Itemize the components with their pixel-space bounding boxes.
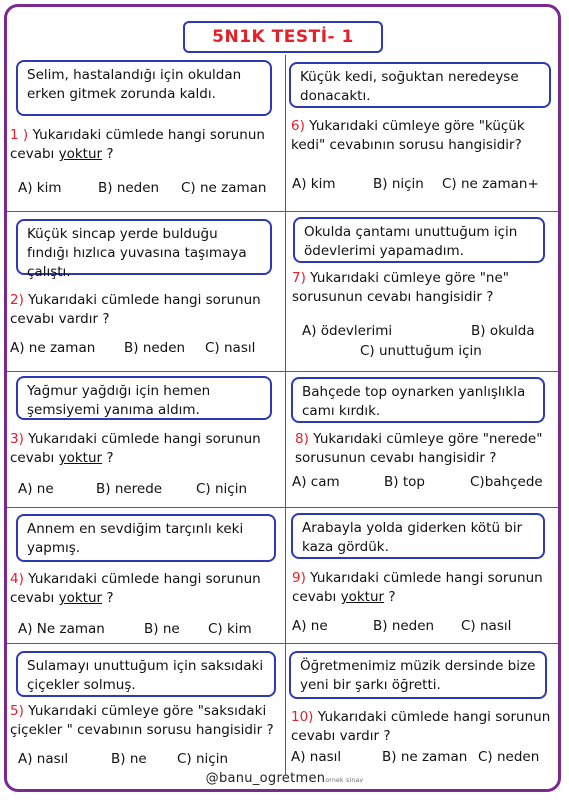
option-a[interactable]: A) kim bbox=[292, 176, 336, 192]
question-prompt: Yukarıdaki cümleye göre "saksıdaki çiçekler " cevabının sorusu hangisidir ? bbox=[10, 703, 274, 738]
question-prompt: Yukarıdaki cümleye göre "ne" sorusunun cevabı hangisidir ? bbox=[292, 270, 509, 305]
option-b[interactable]: B) ne bbox=[111, 751, 147, 767]
option-c[interactable]: C)bahçede bbox=[470, 474, 543, 490]
question-1 bbox=[10, 126, 278, 164]
question-keyword: yoktur bbox=[58, 590, 103, 606]
option-b[interactable]: B) top bbox=[384, 474, 425, 490]
question-keyword: yoktur bbox=[58, 146, 103, 162]
option-a[interactable]: A) ne bbox=[18, 481, 54, 497]
row-divider bbox=[7, 507, 558, 508]
option-a[interactable]: A) ne bbox=[292, 618, 328, 634]
question-number: 7) bbox=[292, 270, 306, 286]
option-c[interactable]: C) kim bbox=[208, 621, 252, 637]
sentence-box-6: Küçük kedi, soğuktan neredeyse donacaktı. bbox=[289, 62, 551, 108]
question-2 bbox=[10, 291, 278, 329]
question-prompt: Yukarıdaki cümlede hangi sorunun cevabı bbox=[10, 127, 265, 162]
question-9 bbox=[292, 569, 554, 607]
question-mark: ? bbox=[106, 146, 114, 162]
option-a[interactable]: A) ödevlerimi bbox=[302, 323, 393, 339]
row-divider bbox=[7, 371, 558, 372]
question-prompt: Yukarıdaki cümlede hangi sorunun cevabı bbox=[10, 571, 261, 606]
sentence-box-3: Yağmur yağdığı için hemen şemsiyemi yanıma aldım. bbox=[16, 376, 272, 420]
option-b[interactable]: B) neden bbox=[373, 618, 435, 634]
option-c[interactable]: C) unuttuğum için bbox=[360, 343, 482, 359]
option-b[interactable]: B) neden bbox=[98, 180, 160, 196]
question-4 bbox=[10, 570, 278, 608]
option-c[interactable]: C) ne zaman bbox=[181, 180, 267, 196]
question-number: 4) bbox=[10, 571, 24, 587]
column-divider bbox=[285, 55, 286, 775]
option-b[interactable]: B) ne bbox=[144, 621, 180, 637]
sentence-box-9: Arabayla yolda giderken kötü bir kaza gördük. bbox=[291, 513, 545, 559]
question-mark: ? bbox=[106, 450, 114, 466]
option-b[interactable]: B) nerede bbox=[96, 481, 163, 497]
question-number: 5) bbox=[10, 703, 24, 719]
question-keyword: yoktur bbox=[340, 589, 385, 605]
option-a[interactable]: A) Ne zaman bbox=[18, 621, 105, 637]
question-number: 2) bbox=[10, 292, 24, 308]
option-c[interactable]: C) nasıl bbox=[461, 618, 512, 634]
option-b[interactable]: B) ne zaman bbox=[382, 749, 468, 765]
question-number: 1 ) bbox=[10, 127, 29, 143]
footer-watermark bbox=[0, 771, 569, 786]
question-keyword: yoktur bbox=[58, 450, 103, 466]
question-number: 8) bbox=[295, 431, 309, 447]
sentence-box-10: Öğretmenimiz müzik dersinde bize yeni bir şarkı öğretti. bbox=[289, 651, 547, 699]
row-divider bbox=[7, 643, 558, 644]
question-prompt: Yukarıdaki cümleye göre "küçük kedi" cevabının sorusu hangisidir? bbox=[291, 118, 525, 153]
row-divider bbox=[7, 211, 558, 212]
sentence-box-4: Annem en sevdiğim tarçınlı keki yapmış. bbox=[16, 514, 276, 562]
question-5 bbox=[10, 702, 282, 740]
option-a[interactable]: A) nasıl bbox=[18, 751, 69, 767]
option-b[interactable]: B) okulda bbox=[471, 323, 535, 339]
question-3 bbox=[10, 430, 278, 468]
question-7 bbox=[292, 269, 554, 307]
sentence-box-1: Selim, hastalandığı için okuldan erken gitmek zorunda kaldı. bbox=[16, 60, 272, 116]
question-8 bbox=[295, 430, 555, 468]
option-c[interactable]: C) nasıl bbox=[205, 340, 256, 356]
footer-small-text: ornek sinav bbox=[325, 777, 364, 784]
footer-handle: @banu_ogretmen bbox=[205, 771, 326, 786]
question-number: 9) bbox=[292, 570, 306, 586]
question-number: 10) bbox=[291, 709, 314, 725]
question-10 bbox=[291, 708, 555, 746]
question-mark: ? bbox=[106, 590, 114, 606]
option-c[interactable]: C) niçin bbox=[177, 751, 229, 767]
option-a[interactable]: A) nasıl bbox=[291, 749, 342, 765]
option-c[interactable]: C) neden bbox=[478, 749, 540, 765]
sentence-box-5: Sulamayı unuttuğum için saksıdaki çiçekler solmuş. bbox=[16, 651, 276, 697]
question-number: 6) bbox=[291, 118, 305, 134]
question-prompt: Yukarıdaki cümlede hangi sorunun cevabı bbox=[10, 431, 261, 466]
option-b[interactable]: B) niçin bbox=[373, 176, 424, 192]
sentence-box-2: Küçük sincap yerde bulduğu fındığı hızlıca yuvasına taşımaya çalıştı. bbox=[16, 219, 272, 275]
sentence-box-7: Okulda çantamı unuttuğum için ödevlerimi yapamadım. bbox=[293, 217, 545, 263]
option-c[interactable]: C) niçin bbox=[196, 481, 248, 497]
question-mark: ? bbox=[388, 589, 396, 605]
sentence-box-8: Bahçede top oynarken yanlışlıkla camı kırdık. bbox=[291, 377, 545, 423]
option-a[interactable]: A) cam bbox=[292, 474, 340, 490]
question-6 bbox=[291, 117, 553, 155]
option-b[interactable]: B) neden bbox=[124, 340, 186, 356]
option-a[interactable]: A) kim bbox=[18, 180, 62, 196]
question-number: 3) bbox=[10, 431, 24, 447]
option-c[interactable]: C) ne zaman+ bbox=[442, 176, 539, 192]
test-title: 5N1K TESTİ- 1 bbox=[183, 21, 383, 53]
question-prompt: Yukarıdaki cümlede hangi sorunun cevabı bbox=[292, 570, 543, 605]
question-prompt: Yukarıdaki cümlede hangi sorunun cevabı vardır ? bbox=[10, 292, 261, 327]
question-prompt: Yukarıdaki cümleye göre "nerede" sorusunun cevabı hangisidir ? bbox=[295, 431, 543, 466]
question-prompt: Yukarıdaki cümlede hangi sorunun cevabı vardır ? bbox=[291, 709, 551, 744]
option-a[interactable]: A) ne zaman bbox=[10, 340, 96, 356]
